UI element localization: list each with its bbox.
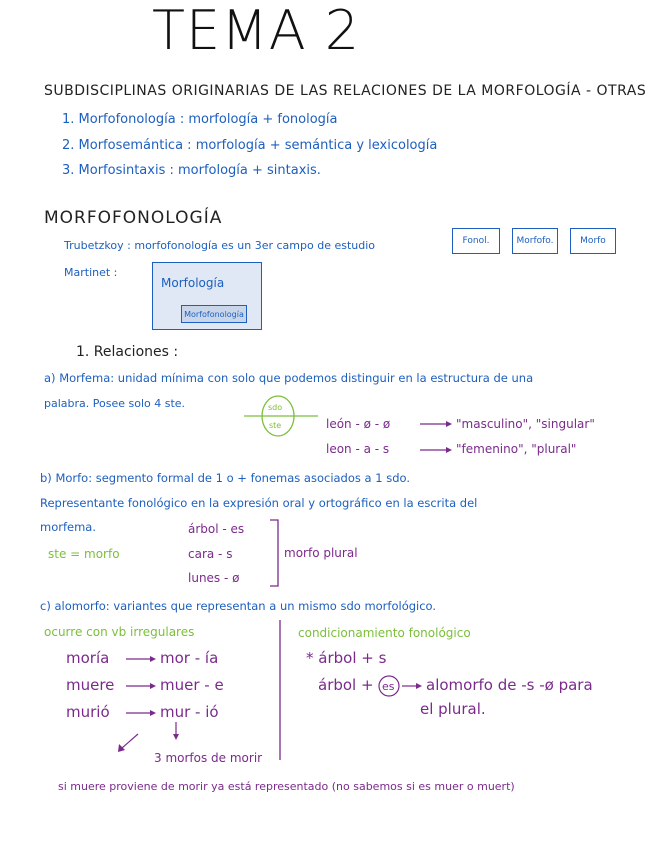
morfofo-box: Morfofo. (512, 228, 558, 254)
diagonal-arrow-head (118, 744, 125, 752)
morfo-line-2: Representante fonológico en la expresión oral y ortográfico en la escrita del (40, 496, 478, 510)
diagonal-arrow (122, 734, 138, 748)
trubetzkoy-line: Trubetzkoy : morfofonología es un 3er campo de estudio (64, 239, 376, 252)
verb-down-arrow-head (173, 734, 179, 740)
verb-3-from: murió (66, 703, 110, 721)
es-circle (379, 676, 399, 696)
subdiscipline-item-1: 1. Morfofonología : morfología + fonología (62, 112, 338, 127)
three-morfos-note: 3 morfos de morir (154, 751, 263, 765)
alomorfo-right-line-1: * árbol + s (306, 649, 387, 667)
morfo-plural-label: morfo plural (284, 546, 358, 560)
morfofonologia-heading: MORFOFONOLOGÍA (44, 208, 223, 228)
verb-1-to: mor - ía (160, 649, 219, 667)
morfo-example-3: lunes - ø (188, 571, 240, 585)
morfo-line-3: morfema. (40, 520, 96, 534)
alomorfo-right-heading: condicionamiento fonológico (298, 626, 471, 640)
morfema-line-1: a) Morfema: unidad mínima con solo que podemos distinguir en la estructura de una (44, 371, 534, 385)
alomorfo-left-heading: ocurre con vb irregulares (44, 625, 195, 639)
morfo-example-1: árbol - es (188, 522, 245, 536)
subdiscipline-item-3: 3. Morfosintaxis : morfología + sintaxis. (62, 163, 321, 178)
verb-arrow-3-head (150, 710, 156, 716)
morfo-bracket (270, 520, 278, 586)
relaciones-heading: 1. Relaciones : (76, 344, 179, 360)
martinet-label: Martinet : (64, 266, 118, 279)
morfema-line-2: palabra. Posee solo 4 ste. (44, 397, 186, 410)
verb-3-to: mur - ió (160, 703, 219, 721)
morfema-example-1-gloss: "masculino", "singular" (456, 417, 595, 431)
morfema-example-2-gloss: "femenino", "plural" (456, 442, 577, 456)
morfema-circle-sdo: sdo (268, 403, 283, 412)
page-title: TEMA 2 (152, 0, 361, 62)
subdisciplines-heading: SUBDISCIPLINAS ORIGINARIAS DE LAS RELACIONES DE LA MORFOLOGÍA - OTRAS (44, 83, 647, 99)
alomorfo-bottom-note: si muere proviene de morir ya está representado (no sabemos si es muer o muert) (58, 780, 515, 793)
alomorfo-line-1: c) alomorfo: variantes que representan a un mismo sdo morfológico. (40, 599, 437, 613)
morfema-circle-ste: ste (269, 421, 282, 430)
morfema-arrow-1-head (446, 421, 452, 427)
morfema-example-1-form: león - ø - ø (326, 417, 391, 431)
morfologia-box-label: Morfología (161, 276, 225, 290)
verb-1-from: moría (66, 649, 110, 667)
alomorfo-right-line-3: el plural. (420, 700, 486, 718)
alomorfo-right-circle: es (382, 680, 395, 693)
verb-2-to: muer - e (160, 676, 224, 694)
morfo-box: Morfo (570, 228, 616, 254)
morfo-line-1: b) Morfo: segmento formal de 1 o + fonemas asociados a 1 sdo. (40, 471, 410, 485)
morfo-example-2: cara - s (188, 547, 233, 561)
alomorfo-right-line-2a: árbol + (318, 676, 374, 694)
verb-arrow-2-head (150, 683, 156, 689)
fonol-box: Fonol. (452, 228, 500, 254)
alomorfo-right-line-2b: alomorfo de -s -ø para (426, 676, 593, 694)
alomorfo-right-arrow-head (416, 683, 422, 689)
morfofonologia-inner-box: Morfofonología (181, 305, 247, 323)
subdiscipline-item-2: 2. Morfosemántica : morfología + semántica y lexicología (62, 138, 438, 153)
ste-equals-morfo: ste = morfo (48, 547, 120, 561)
verb-2-from: muere (66, 676, 115, 694)
morfema-arrow-2-head (446, 447, 452, 453)
verb-arrow-1-head (150, 656, 156, 662)
morfema-example-2-form: leon - a - s (326, 442, 390, 456)
